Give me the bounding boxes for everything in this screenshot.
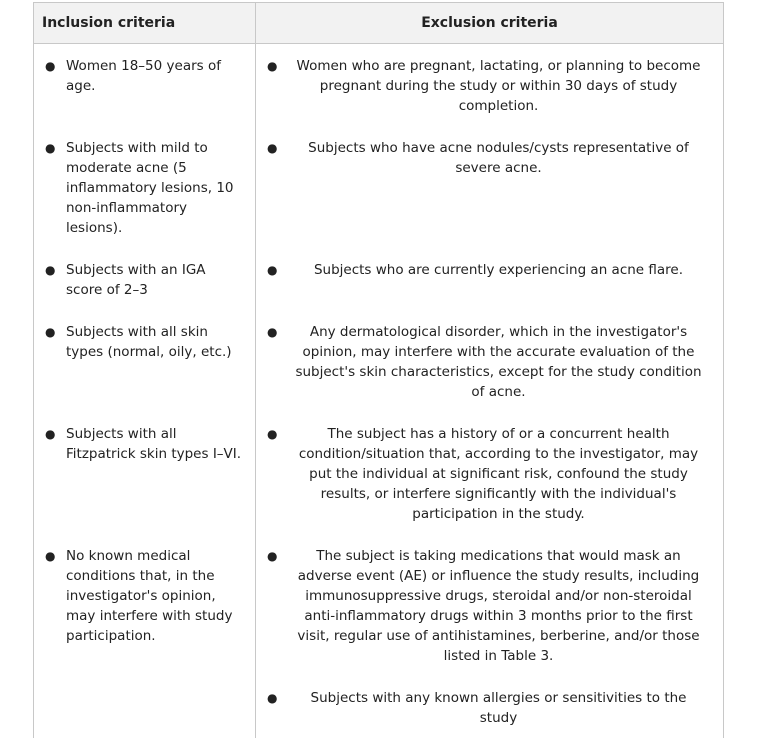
inclusion-text: Subjects with mild to moderate acne (5 inflammatory lesions, 10 non-inflammatory lesions). [66, 140, 234, 236]
exclusion-cell [256, 676, 724, 738]
exclusion-cell [256, 248, 724, 310]
bullet-icon: ● [267, 325, 278, 339]
exclusion-text: Subjects who have acne nodules/cysts representative of severe acne. [308, 140, 689, 176]
criteria-table [33, 2, 724, 738]
exclusion-text: Subjects who are currently experiencing an acne flare. [313, 262, 684, 278]
bullet-icon: ● [267, 263, 278, 277]
inclusion-text: Subjects with an IGA score of 2–3 [66, 262, 206, 298]
inclusion-cell [34, 412, 256, 534]
inclusion-cell [34, 126, 256, 248]
bullet-icon: ● [45, 325, 56, 339]
table-row [34, 412, 724, 534]
exclusion-text: Any dermatological disorder, which in the investigator's opinion, may interfere with the accurate evaluation of the subject's skin characteristics, except for the study condition of acne. [295, 324, 702, 400]
exclusion-cell [256, 44, 724, 127]
exclusion-cell [256, 310, 724, 412]
bullet-icon: ● [267, 691, 278, 705]
table-row [34, 676, 724, 738]
exclusion-cell [256, 126, 724, 248]
bullet-icon: ● [45, 549, 56, 563]
inclusion-cell [34, 310, 256, 412]
bullet-icon: ● [45, 141, 56, 155]
bullet-icon: ● [45, 427, 56, 441]
inclusion-cell [34, 676, 256, 738]
exclusion-cell [256, 412, 724, 534]
table-header-row [34, 3, 724, 44]
table-row [34, 534, 724, 676]
bullet-icon: ● [267, 141, 278, 155]
inclusion-header: Inclusion criteria [34, 3, 256, 44]
exclusion-text: Subjects with any known allergies or sensitivities to the study [310, 690, 687, 726]
bullet-icon: ● [267, 427, 278, 441]
inclusion-text: No known medical conditions that, in the investigator's opinion, may interfere with study participation. [66, 548, 233, 644]
bullet-icon: ● [267, 59, 278, 73]
inclusion-text: Subjects with all skin types (normal, oily, etc.) [66, 324, 232, 360]
bullet-icon: ● [45, 59, 56, 73]
table-row [34, 310, 724, 412]
inclusion-text: Women 18–50 years of age. [66, 58, 221, 94]
bullet-icon: ● [267, 549, 278, 563]
table-row [34, 248, 724, 310]
exclusion-text: Women who are pregnant, lactating, or planning to become pregnant during the study or within 30 days of study completion. [296, 58, 701, 114]
exclusion-cell [256, 534, 724, 676]
exclusion-text: The subject is taking medications that would mask an adverse event (AE) or influence the study results, including immunosuppressive drugs, steroidal and/or non-steroidal anti-inflammatory drugs within 3 months prior to the first visit, regular use of antihistamines, berberine, and/or those listed in Table 3. [297, 548, 700, 664]
criteria-table-container [33, 2, 723, 726]
inclusion-cell [34, 534, 256, 676]
inclusion-text: Subjects with all Fitzpatrick skin types I–VI. [66, 426, 242, 462]
inclusion-cell [34, 44, 256, 127]
table-row [34, 126, 724, 248]
table-row [34, 44, 724, 127]
bullet-icon: ● [45, 263, 56, 277]
exclusion-header: Exclusion criteria [256, 3, 724, 44]
exclusion-text: The subject has a history of or a concurrent health condition/situation that, according to the investigator, may put the individual at significant risk, confound the study results, or interfere significantly with the individual's participation in the study. [298, 426, 699, 522]
inclusion-cell [34, 248, 256, 310]
